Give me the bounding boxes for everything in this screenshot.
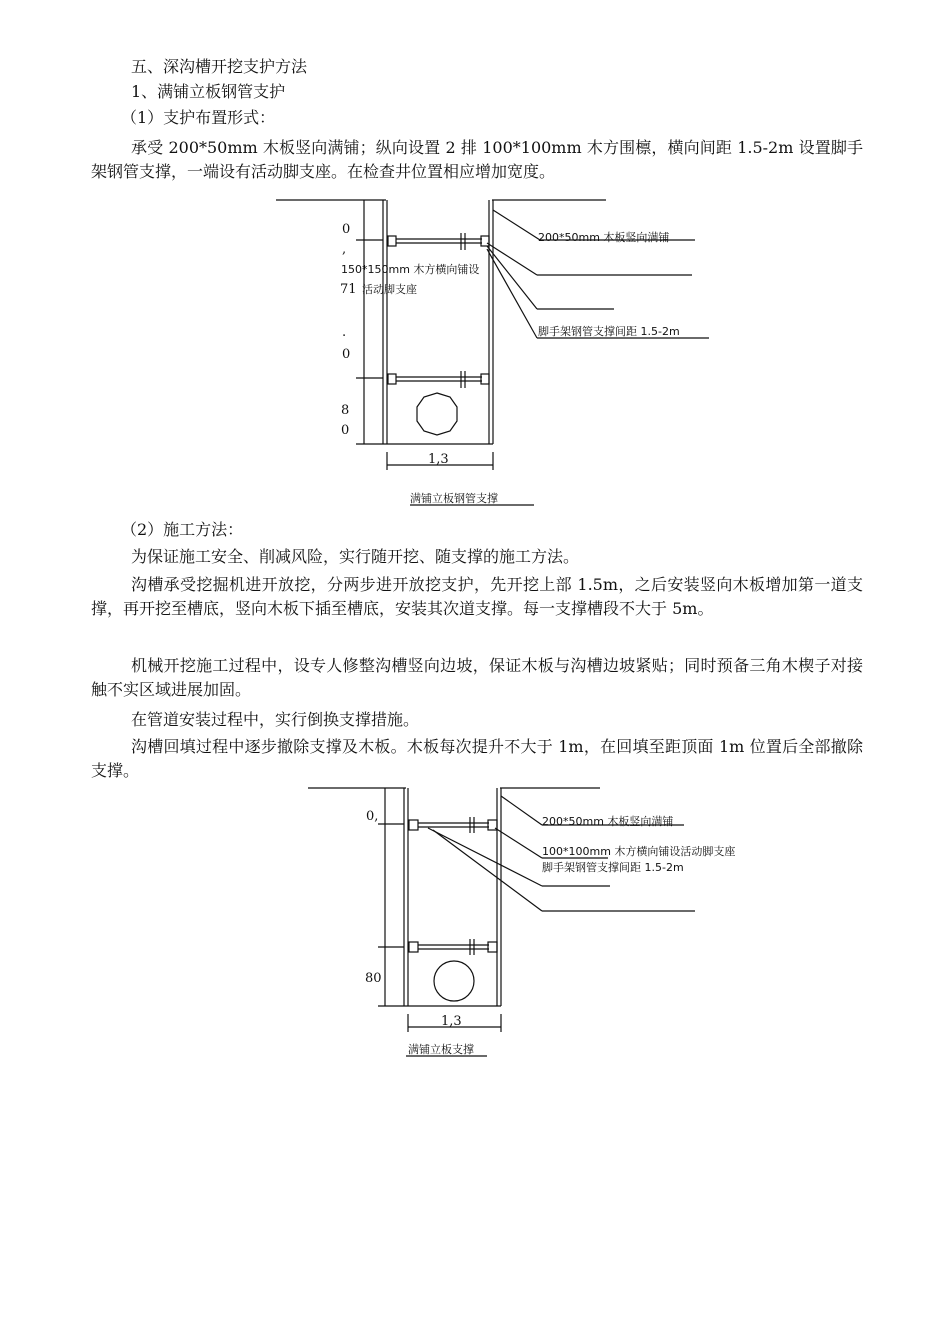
paragraph-c: 机械开挖施工过程中，设专人修整沟槽竖向边坡，保证木板与沟槽边坡紧贴；同时预备三角木楔子对接触不实区域进展加固。: [91, 656, 863, 699]
fig2-label-timber: 100*100mm 木方横向铺设活动脚支座: [542, 845, 736, 858]
fig1-label-timber: 150*150mm 木方横向铺设: [341, 263, 480, 276]
paragraph-e: 沟槽回填过程中逐步撤除支撑及木板。木板每次提升不大于 1m，在回填至距顶面 1m 位置后全部撤除支撑。: [91, 737, 863, 780]
fig1-dim-1: 0: [342, 222, 351, 237]
fig2-label-pipe: 脚手架钢管支撑间距 1.5-2m: [542, 861, 684, 874]
fig2-label-board: 200*50mm 木板竖向满铺: [542, 815, 674, 828]
fig1-dim-3: 71: [340, 282, 357, 297]
item1-paragraph: 承受 200*50mm 木板竖向满铺；纵向设置 2 排 100*100mm 木方围檩，横向间距 1.5-2m 设置脚手架钢管支撑，一端设有活动脚支座。在检查井位置相应增加宽度。: [91, 138, 863, 181]
item2-title: （2）施工方法：: [121, 520, 244, 539]
fig1-dim-2: ,: [342, 242, 347, 257]
fig2-dim-top: 0,: [366, 809, 379, 824]
fig2-caption: 满铺立板支撑: [408, 1043, 474, 1056]
fig1-label-support: 活动脚支座: [362, 283, 417, 296]
fig2-dim-width: 1,3: [441, 1014, 462, 1029]
fig1-dim-4: .: [342, 325, 347, 340]
fig1-dim-bottom-2: 0: [341, 423, 350, 438]
fig1-caption: 满铺立板钢管支撑: [410, 492, 498, 505]
fig1-dim-width: 1,3: [428, 452, 449, 467]
section-title: 五、深沟槽开挖支护方法: [131, 57, 308, 76]
fig1-label-pipe: 脚手架钢管支撑间距 1.5-2m: [538, 325, 680, 338]
fig2-dim-bottom: 80: [365, 971, 382, 986]
paragraph-b: 沟槽承受挖掘机进开放挖，分两步进开放挖支护，先开挖上部 1.5m，之后安装竖向木板增加第一道支撑，再开挖至槽底，竖向木板下插至槽底，安装其次道支撑。每一支撑槽段不大于 5m。: [91, 575, 863, 618]
fig1-label-board: 200*50mm 木板竖向满铺: [538, 231, 670, 244]
subsection-title: 1、满铺立板钢管支护: [131, 82, 286, 101]
fig1-dim-bottom-1: 8: [341, 403, 350, 418]
fig1-dim-5: 0: [342, 347, 351, 362]
paragraph-d: 在管道安装过程中，实行倒换支撑措施。: [131, 710, 420, 729]
paragraph-a: 为保证施工安全、削减风险，实行随开挖、随支撑的施工方法。: [131, 547, 580, 566]
item1-title: （1）支护布置形式：: [121, 108, 276, 127]
